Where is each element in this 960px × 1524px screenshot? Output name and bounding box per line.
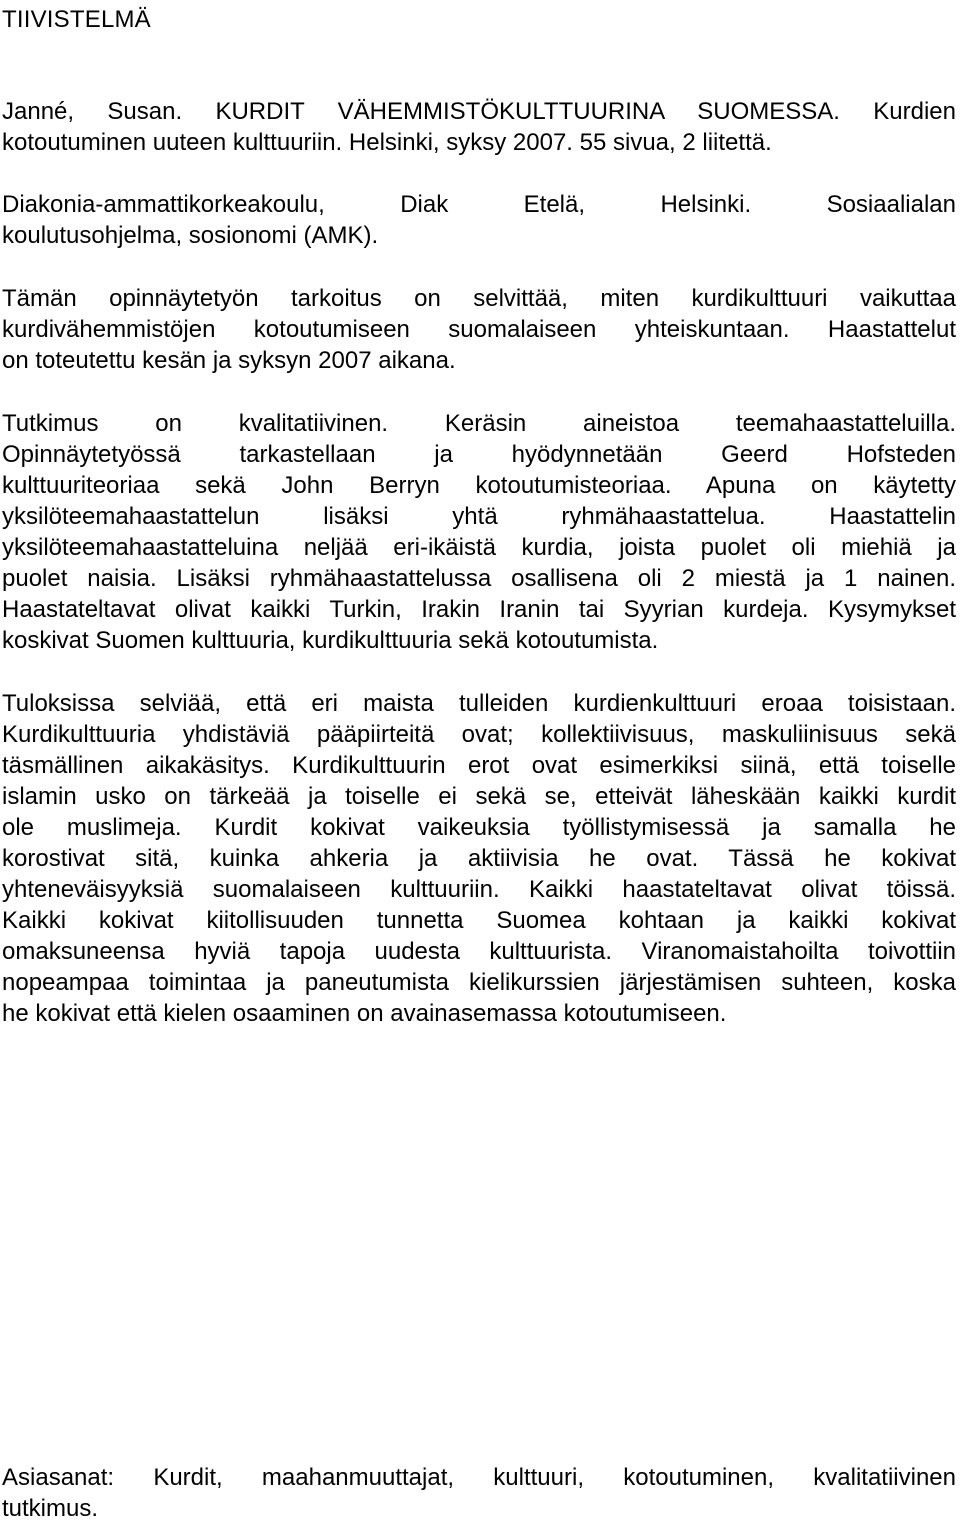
purpose-line-3: on toteutettu kesän ja syksyn 2007 aikana. <box>2 347 456 374</box>
results-line-2: Kurdikulttuuria yhdistäviä pääpiirteitä ovat; kollektiivisuus, maskuliinisuus sekä <box>2 721 956 748</box>
purpose-line-1: Tämän opinnäytetyön tarkoitus on selvittää, miten kurdikulttuuri vaikuttaa <box>2 285 956 312</box>
results-line-7: yhteneväisyyksiä suomalaiseen kulttuuriin. Kaikki haastateltavat olivat töissä. <box>2 876 956 903</box>
keywords-paragraph <box>2 1462 956 1524</box>
purpose-line-2: kurdivähemmistöjen kotoutumiseen suomalaiseen yhteiskuntaan. Haastattelut <box>2 316 956 343</box>
results-line-5: ole muslimeja. Kurdit kokivat vaikeuksia työllistymisessä ja samalla he <box>2 814 956 841</box>
methods-line-6: puolet naisia. Lisäksi ryhmähaastattelussa osallisena oli 2 miestä ja 1 nainen. <box>2 565 956 592</box>
citation-line-1: Janné, Susan. KURDIT VÄHEMMISTÖKULTTUURINA SUOMESSA. Kurdien <box>2 98 956 125</box>
methods-paragraph <box>2 408 956 656</box>
citation-paragraph <box>2 96 956 158</box>
results-line-3: täsmällinen aikakäsitys. Kurdikulttuurin erot ovat esimerkiksi siinä, että toiselle <box>2 752 956 779</box>
institution-paragraph <box>2 189 956 251</box>
results-line-10: nopeampaa toimintaa ja paneutumista kielikurssien järjestämisen suhteen, koska <box>2 969 956 996</box>
methods-line-8: koskivat Suomen kulttuuria, kurdikulttuuria sekä kotoutumista. <box>2 627 659 654</box>
institution-line-1: Diakonia-ammattikorkeakoulu, Diak Etelä, Helsinki. Sosiaalialan <box>2 191 956 218</box>
results-line-6: korostivat sitä, kuinka ahkeria ja aktiivisia he ovat. Tässä he kokivat <box>2 845 956 872</box>
results-line-9: omaksuneensa hyviä tapoja uudesta kulttuurista. Viranomaistahoilta toivottiin <box>2 938 956 965</box>
methods-line-4: yksilöteemahaastattelun lisäksi yhtä ryhmähaastattelua. Haastattelin <box>2 503 956 530</box>
citation-line-2: kotoutuminen uuteen kulttuuriin. Helsinki, syksy 2007. 55 sivua, 2 liitettä. <box>2 129 772 156</box>
results-line-1: Tuloksissa selviää, että eri maista tulleiden kurdienkulttuuri eroaa toisistaan. <box>2 690 956 717</box>
purpose-paragraph <box>2 283 956 376</box>
keywords-line-2: tutkimus. <box>2 1495 99 1522</box>
keywords-line-1: Asiasanat: Kurdit, maahanmuuttajat, kulttuuri, kotoutuminen, kvalitatiivinen <box>2 1464 956 1491</box>
results-paragraph <box>2 688 956 1029</box>
methods-line-7: Haastateltavat olivat kaikki Turkin, Irakin Iranin tai Syyrian kurdeja. Kysymykset <box>2 596 956 623</box>
page-title: TIIVISTELMÄ <box>2 6 151 33</box>
institution-line-2: koulutusohjelma, sosionomi (AMK). <box>2 222 379 249</box>
methods-line-3: kulttuuriteoriaa sekä John Berryn kotoutumisteoriaa. Apuna on käytetty <box>2 472 956 499</box>
methods-line-1: Tutkimus on kvalitatiivinen. Keräsin aineistoa teemahaastatteluilla. <box>2 410 956 437</box>
results-line-4: islamin usko on tärkeää ja toiselle ei sekä se, etteivät läheskään kaikki kurdit <box>2 783 956 810</box>
results-line-8: Kaikki kokivat kiitollisuuden tunnetta Suomea kohtaan ja kaikki kokivat <box>2 907 956 934</box>
methods-line-5: yksilöteemahaastatteluina neljää eri-ikäistä kurdia, joista puolet oli miehiä ja <box>2 534 956 561</box>
methods-line-2: Opinnäytetyössä tarkastellaan ja hyödynnetään Geerd Hofsteden <box>2 441 956 468</box>
results-line-11: he kokivat että kielen osaaminen on avainasemassa kotoutumiseen. <box>2 1000 727 1027</box>
